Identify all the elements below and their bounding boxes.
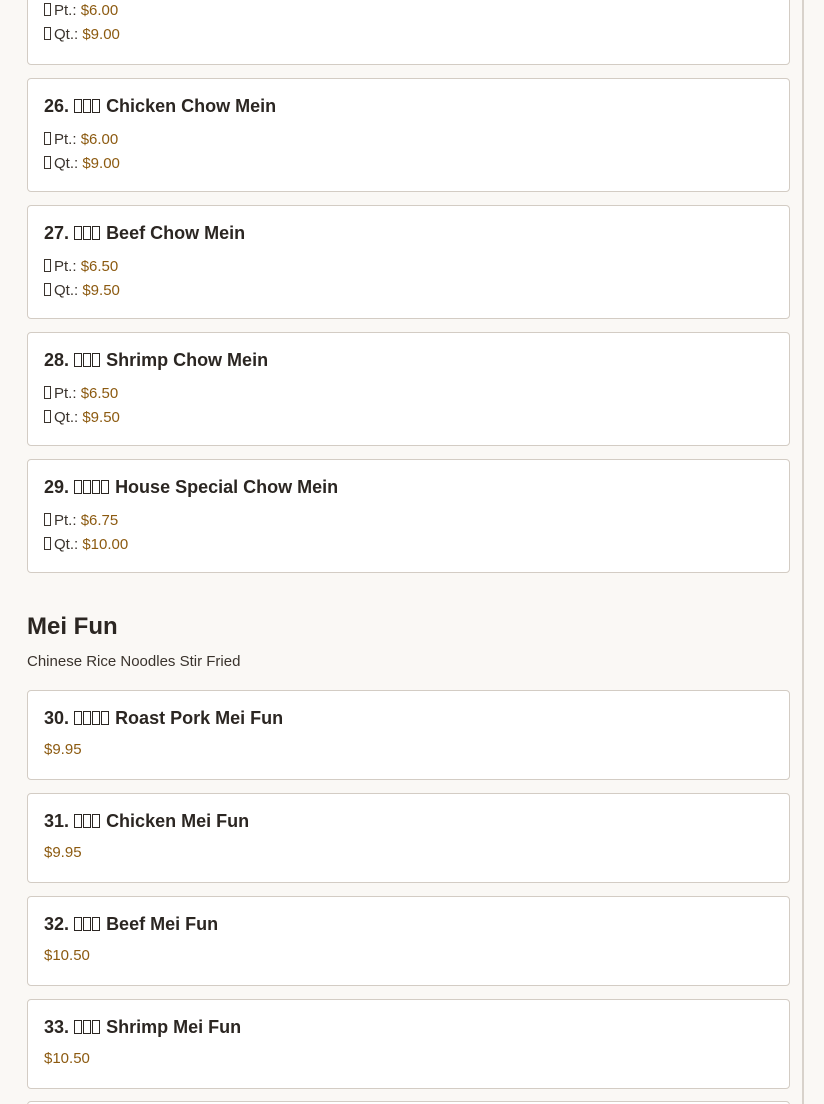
missing-glyph-icon: [74, 353, 82, 367]
pint-price: $6.50: [80, 385, 119, 402]
pint-price-line: Pt.: $6.50: [44, 258, 118, 275]
pint-price: $6.75: [80, 512, 119, 529]
missing-glyph-icon: [44, 513, 51, 526]
menu-item-card[interactable]: [27, 205, 790, 319]
item-price: $10.50: [44, 1050, 90, 1067]
missing-glyph-icon: [92, 99, 100, 113]
missing-glyph-icon: [44, 132, 51, 145]
missing-glyph-icon: [92, 226, 100, 240]
missing-glyph-icon: [44, 27, 51, 40]
item-price: $9.95: [44, 741, 82, 758]
missing-glyph-icon: [83, 353, 91, 367]
menu-item-title: 28. Shrimp Chow Mein: [44, 350, 269, 370]
quart-price-line: Qt.: $9.50: [44, 409, 120, 426]
menu-item-card[interactable]: [27, 793, 790, 883]
menu-item-title: 29. House Special Chow Mein: [44, 477, 339, 497]
pint-price: $6.50: [80, 258, 119, 275]
missing-glyph-icon: [92, 814, 100, 828]
menu-item-card[interactable]: [27, 0, 790, 65]
missing-glyph-icon: [92, 353, 100, 367]
section-subtitle: Chinese Rice Noodles Stir Fried: [27, 653, 241, 670]
missing-glyph-icon: [74, 226, 82, 240]
quart-price-line: Qt.: $9.00: [44, 26, 120, 43]
missing-glyph-icon: [74, 711, 82, 725]
menu-item-title: 26. Chicken Chow Mein: [44, 96, 277, 116]
pint-price-line: Pt.: $6.75: [44, 512, 118, 529]
missing-glyph-icon: [92, 480, 100, 494]
missing-glyph-icon: [92, 917, 100, 931]
menu-item-title: 33. Shrimp Mei Fun: [44, 1017, 242, 1037]
missing-glyph-icon: [74, 99, 82, 113]
missing-glyph-icon: [74, 480, 82, 494]
missing-glyph-icon: [83, 814, 91, 828]
menu-item-card[interactable]: [27, 78, 790, 192]
quart-price: $9.00: [82, 26, 120, 43]
missing-glyph-icon: [44, 259, 51, 272]
pint-price-line: Pt.: $6.00: [44, 131, 118, 148]
quart-price-line: Qt.: $9.50: [44, 282, 120, 299]
missing-glyph-icon: [74, 1020, 82, 1034]
page-edge-divider: [802, 0, 804, 1104]
pint-price-line: Pt.: $6.00: [44, 2, 118, 19]
missing-glyph-icon: [92, 1020, 100, 1034]
menu-item-card[interactable]: [27, 999, 790, 1089]
missing-glyph-icon: [83, 226, 91, 240]
missing-glyph-icon: [44, 537, 51, 550]
menu-item-card[interactable]: [27, 459, 790, 573]
quart-price-line: Qt.: $9.00: [44, 155, 120, 172]
missing-glyph-icon: [44, 3, 51, 16]
item-price: $9.95: [44, 844, 82, 861]
pint-price-line: Pt.: $6.50: [44, 385, 118, 402]
missing-glyph-icon: [83, 480, 91, 494]
quart-price: $9.50: [82, 409, 120, 426]
item-price: $10.50: [44, 947, 90, 964]
missing-glyph-icon: [92, 711, 100, 725]
missing-glyph-icon: [44, 156, 51, 169]
menu-item-card[interactable]: [27, 690, 790, 780]
quart-price: $9.50: [82, 282, 120, 299]
missing-glyph-icon: [83, 1020, 91, 1034]
missing-glyph-icon: [83, 99, 91, 113]
missing-glyph-icon: [44, 283, 51, 296]
pint-price: $6.00: [80, 131, 119, 148]
missing-glyph-icon: [44, 386, 51, 399]
menu-item-card[interactable]: [27, 896, 790, 986]
pint-price: $6.00: [80, 2, 119, 19]
missing-glyph-icon: [101, 480, 109, 494]
section-title: Mei Fun: [27, 613, 118, 640]
quart-price: $9.00: [82, 155, 120, 172]
missing-glyph-icon: [44, 410, 51, 423]
menu-item-title: 27. Beef Chow Mein: [44, 223, 246, 243]
missing-glyph-icon: [83, 711, 91, 725]
quart-price-line: Qt.: $10.00: [44, 536, 128, 553]
menu-item-card[interactable]: [27, 332, 790, 446]
quart-price: $10.00: [82, 536, 129, 553]
missing-glyph-icon: [83, 917, 91, 931]
menu-item-title: 32. Beef Mei Fun: [44, 914, 219, 934]
menu-item-title: 30. Roast Pork Mei Fun: [44, 708, 284, 728]
menu-item-title: 31. Chicken Mei Fun: [44, 811, 250, 831]
missing-glyph-icon: [74, 814, 82, 828]
missing-glyph-icon: [101, 711, 109, 725]
missing-glyph-icon: [74, 917, 82, 931]
